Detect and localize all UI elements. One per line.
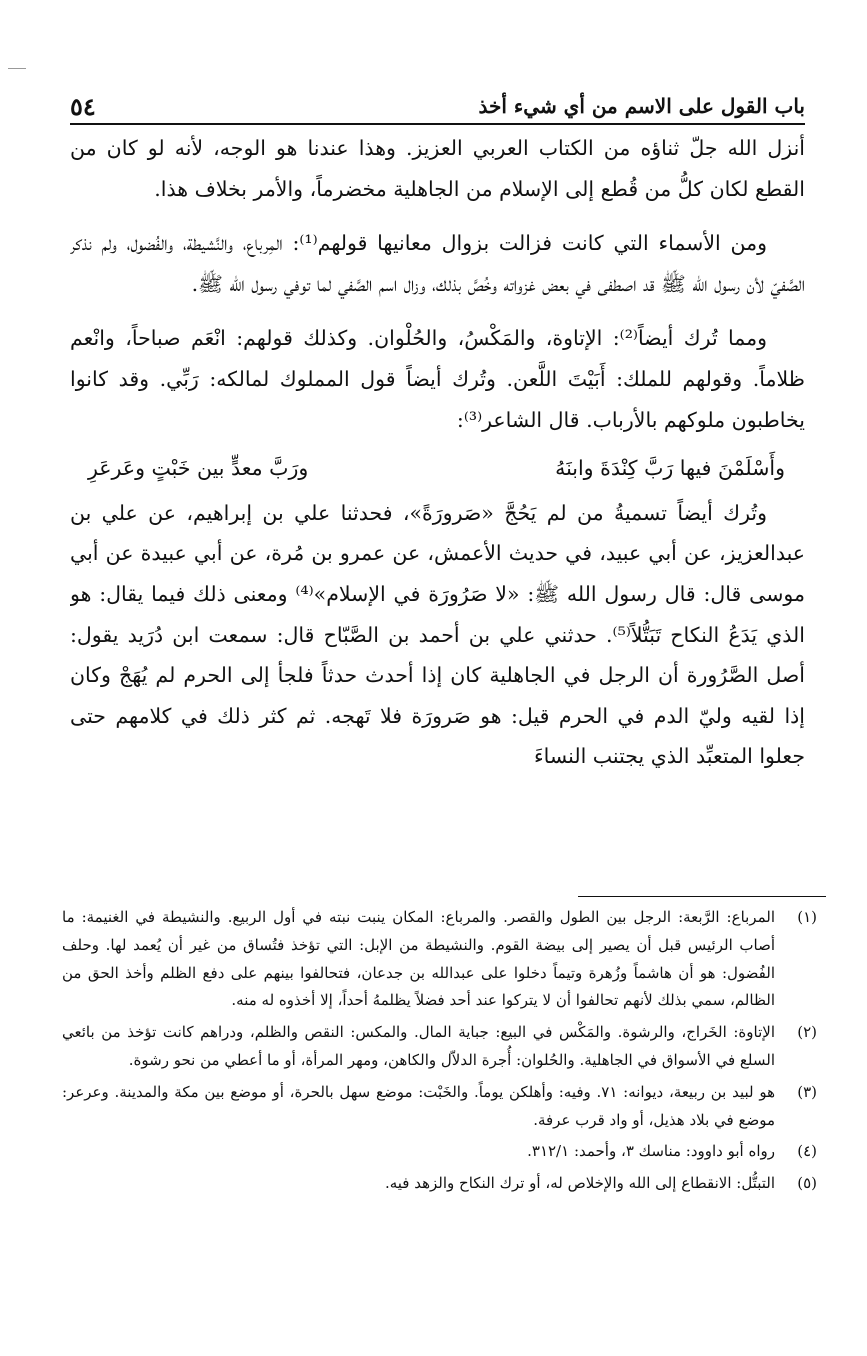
footnotes — [62, 904, 817, 1202]
footnote-number: (٣) — [797, 1082, 817, 1101]
header-rule — [70, 123, 805, 125]
footnote-number: (٢) — [797, 1023, 817, 1042]
paragraph-2: ومن الأسماء التي كانت فزالت بزوال معانيها قولهم⁽¹⁾: المِرباع، والنَّشيطة، والفُضول، ولم نذكر الصَّفيّ لأن رسول الله ﷺ قد اصطفى في بعض غزواته وخُصَّ بذلك، وزال اسم الصَّفي لما توفي رسول الله ﷺ. — [70, 231, 805, 296]
paragraph-3: ومما تُرك أيضاً⁽²⁾: الإتاوة، والمَكْسُ، والحُلْوان. وكذلك قولهم: انْعَم صباحاً، وانْعم ظلاماً. وقولهم للملك: أَبَيْتَ اللَّعن. وتُرك أيضاً قول المملوك لمالكه: رَبِّي. وقد كانوا يخاطبون ملوكهم بالأرباب. قال الشاعر⁽³⁾: — [70, 326, 805, 432]
chapter-title: باب القول على الاسم من أي شيء أخذ — [478, 94, 805, 118]
verse-second-hemistich: ورَبَّ معدٍّ بين خَبْتٍ وعَرعَرِ — [88, 456, 309, 481]
footnote-text: التبتُّل: الانقطاع إلى الله والإخلاص له، أو ترك النكاح والزهد فيه. — [384, 1174, 775, 1193]
footnote-number: (٥) — [797, 1174, 817, 1193]
running-header — [70, 86, 805, 126]
poetry-verse — [70, 448, 805, 489]
main-text — [70, 128, 805, 888]
footnote-text: رواه أبو داوود: مناسك ٣، وأحمد: ٣١٢/١. — [527, 1142, 775, 1161]
verse-first-hemistich: وأَسْلَمْنَ فيها رَبَّ كِنْدَةَ وابنَهُ — [555, 456, 785, 481]
footnote-number: (١) — [797, 908, 817, 926]
paragraph-4: وتُرك أيضاً تسميةُ من لم يَحُجَّ «صَرورَةً»، فحدثنا علي بن إبراهيم، عن علي بن عبدالعزيز، عن أبي عبيد، في حديث الأعمش، عن عمرو بن مُرة، عن أبي عبيدة عن أبي موسى قال: قال رسول الله ﷺ: «لا صَرُورَة في الإسلام»⁽⁴⁾ ومعنى ذلك فيما يقال: هو الذي يَدَعُ النكاح تَبَتُّلاً⁽⁵⁾. حدثني علي بن أحمد بن الصَّبّاح قال: سمعت ابن دُرَيد يقول: أصل الصَّرُورة أن الرجل في الجاهلية كان إذا أحدث حدثاً فلجأ إلى الحرم لم يُهَجْ وكان إذا لقيه وليّ الدم في الحرم قيل: هو صَرورَة فلا تَهجه. ثم كثر ذلك في كلامهم حتى جعلوا المتعبِّد الذي يجتنب النساءَ — [70, 500, 805, 769]
footnote-text: هو لبيد بن ربيعة، ديوانه: ٧١. وفيه: وأهلكن يوماً. والخَبْت: موضع سهل بالحرة، أو موضع بين مكة والمدينة. وعرعر: موضع في بلاد هذيل، أو واد قرب عرفة. — [62, 1082, 775, 1129]
margin-mark — [8, 68, 26, 69]
footnote-number: (٤) — [797, 1142, 817, 1161]
footnote-text: المرباع: الرَّبعة: الرجل بين الطول والقصر. والمرباع: المكان ينبت نبته في أول الربيع. والنشيطة في الغنيمة: ما أصاب الرئيس قبل أن يصير إلى بيضة القوم. والنشيطة من الإبل: التي تؤخذ فتُساق من غير أن يُعمد لها. وحلف الفُضول: هو أن هاشماً وزُهرة وتيماً دخلوا على عبدالله بن جدعان، فتحالفوا بينهم على دفع الظلم وأخذ الحق من الظالم، سمي بذلك لأنهم تحالفوا أن لا يتركوا عند أحد فضلاً يظلمهُ أحداً، إلا أخذوه له منه. — [62, 908, 775, 1010]
paragraph-1: أنزل الله جلّ ثناؤه من الكتاب العربي العزيز. وهذا عندنا هو الوجه، لأنه لو كان من القطع لكان كلُّ من قُطع إلى الإسلام من الجاهلية مخضرماً، والأمر بخلاف هذا. — [70, 136, 805, 201]
footnote — [62, 904, 817, 1015]
footnote — [62, 1170, 817, 1198]
footnote-separator — [578, 896, 826, 897]
footnote — [62, 1079, 817, 1135]
footnote — [62, 1138, 817, 1166]
footnote — [62, 1019, 817, 1075]
footnote-text: الإتاوة: الخَراج، والرشوة. والمَكْس في البيع: جباية المال. والمكس: النقص والظلم، ودراهم كانت تؤخذ من بائعي السلع في الأسواق في الجاهلية. والحُلوان: أُجرة الدلاّل والكاهن، ومهر المرأة، أو ما أعطي من نحو رشوة. — [62, 1023, 775, 1069]
page-number: ٥٤ — [70, 91, 96, 121]
